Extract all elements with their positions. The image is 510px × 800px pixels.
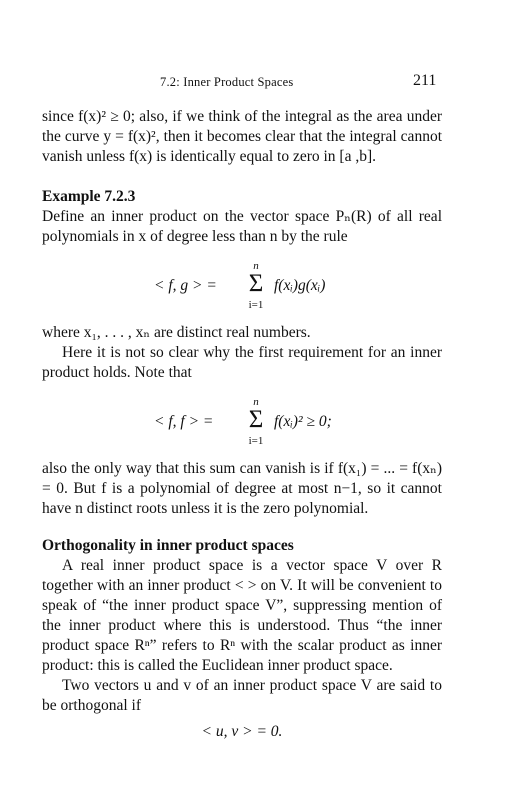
- equation-rhs: f(xᵢ)² ≥ 0;: [274, 413, 332, 430]
- section-paragraph: A real inner product space is a vector space V over R together with an inner product < > on V. It will be convenient to speak of “the inner product space V”, suppressing mention of the inner product where this is understood. Thus “the inner product space Rⁿ” refers to Rⁿ with the scalar product as inner product: this is called the Euclidean inner product space.: [42, 557, 442, 674]
- equation-inner-product-rule: [42, 255, 442, 319]
- section-heading: Orthogonality in inner product spaces: [42, 537, 294, 554]
- page-number: 211: [413, 72, 437, 89]
- orthogonality-condition: < u, v > = 0.: [201, 723, 283, 740]
- example-heading: Example 7.2.3: [42, 188, 136, 205]
- equation-nonnegativity: [42, 391, 442, 455]
- equation-orthogonality: [42, 722, 442, 766]
- example-paragraph: Here it is not so clear why the first requirement for an inner product holds. Note that: [42, 344, 442, 381]
- equation-lhs: < f, g > =: [154, 277, 217, 294]
- where-clause: where x₁, . . . , xₙ are distinct real numbers.: [42, 324, 311, 341]
- example-intro: Define an inner product on the vector space Pₙ(R) of all real polynomials in x of degree less than n by the rule: [42, 208, 442, 245]
- sum-lower-limit: i=1: [248, 299, 264, 311]
- example-conclusion: also the only way that this sum can vanish is if f(x₁) = ... = f(xₙ) = 0. But f is a polynomial of degree at most n−1, so it cannot have n distinct roots unless it is the zero polynomial.: [42, 460, 442, 517]
- sum-upper-limit: n: [253, 260, 259, 272]
- running-title: 7.2: Inner Product Spaces: [160, 75, 294, 89]
- running-head: [0, 72, 510, 95]
- page-body: [42, 107, 442, 768]
- sum-lower-limit: i=1: [248, 435, 264, 447]
- sum-upper-limit: n: [253, 396, 259, 408]
- section-paragraph: Two vectors u and v of an inner product space V are said to be orthogonal if: [42, 677, 442, 714]
- equation-rhs: f(xᵢ)g(xᵢ): [274, 277, 326, 294]
- continuation-paragraph: since f(x)² ≥ 0; also, if we think of the integral as the area under the curve y = f(x)², then it becomes clear that the integral cannot vanish unless f(x) is identically equal to zero in [a ,b].: [42, 108, 442, 165]
- sigma-symbol: Σ: [248, 406, 264, 433]
- sigma-symbol: Σ: [248, 270, 264, 297]
- equation-lhs: < f, f > =: [154, 413, 214, 430]
